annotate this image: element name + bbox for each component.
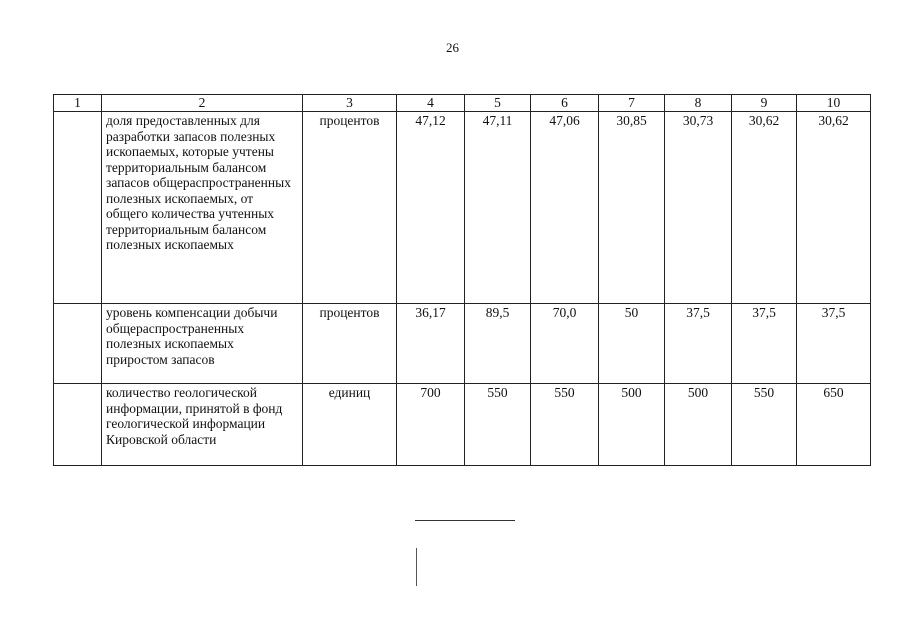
value-cell: 30,62 [797,112,871,304]
column-header: 5 [465,95,531,112]
column-header: 1 [54,95,102,112]
indicator-name: доля предоставленных для разработки запасов полезных ископаемых, которые учтены территориальным балансом запасов общераспространенных полезных ископаемых, от общего количества учтенных территориальным балансом полезных ископаемых [102,112,303,304]
column-header: 10 [797,95,871,112]
value-cell: 37,5 [732,304,797,384]
value-cell: 500 [599,384,665,466]
value-cell: 89,5 [465,304,531,384]
column-header: 2 [102,95,303,112]
value-cell: 500 [665,384,732,466]
value-cell: 30,62 [732,112,797,304]
row-index-cell [54,384,102,466]
value-cell: 650 [797,384,871,466]
column-header: 9 [732,95,797,112]
indicators-table [53,94,871,466]
table-row [54,304,871,384]
column-header: 3 [303,95,397,112]
column-header: 6 [531,95,599,112]
table-row [54,384,871,466]
table-row [54,112,871,304]
row-index-cell [54,112,102,304]
value-cell: 30,85 [599,112,665,304]
column-header: 4 [397,95,465,112]
value-cell: 36,17 [397,304,465,384]
value-cell: 37,5 [797,304,871,384]
value-cell: 550 [531,384,599,466]
scan-mark [416,548,417,586]
value-cell: 550 [465,384,531,466]
table-header-row [54,95,871,112]
page-number: 26 [446,40,459,55]
unit-cell: единиц [303,384,397,466]
value-cell: 70,0 [531,304,599,384]
value-cell: 47,12 [397,112,465,304]
value-cell: 700 [397,384,465,466]
unit-cell: процентов [303,112,397,304]
indicator-name: количество геологической информации, принятой в фонд геологической информации Кировской области [102,384,303,466]
unit-cell: процентов [303,304,397,384]
value-cell: 50 [599,304,665,384]
indicator-name: уровень компенсации добычи общераспространенных полезных ископаемых приростом запасов [102,304,303,384]
column-header: 7 [599,95,665,112]
value-cell: 47,06 [531,112,599,304]
column-header: 8 [665,95,732,112]
closing-rule-line [415,520,515,521]
value-cell: 47,11 [465,112,531,304]
value-cell: 550 [732,384,797,466]
row-index-cell [54,304,102,384]
value-cell: 37,5 [665,304,732,384]
value-cell: 30,73 [665,112,732,304]
